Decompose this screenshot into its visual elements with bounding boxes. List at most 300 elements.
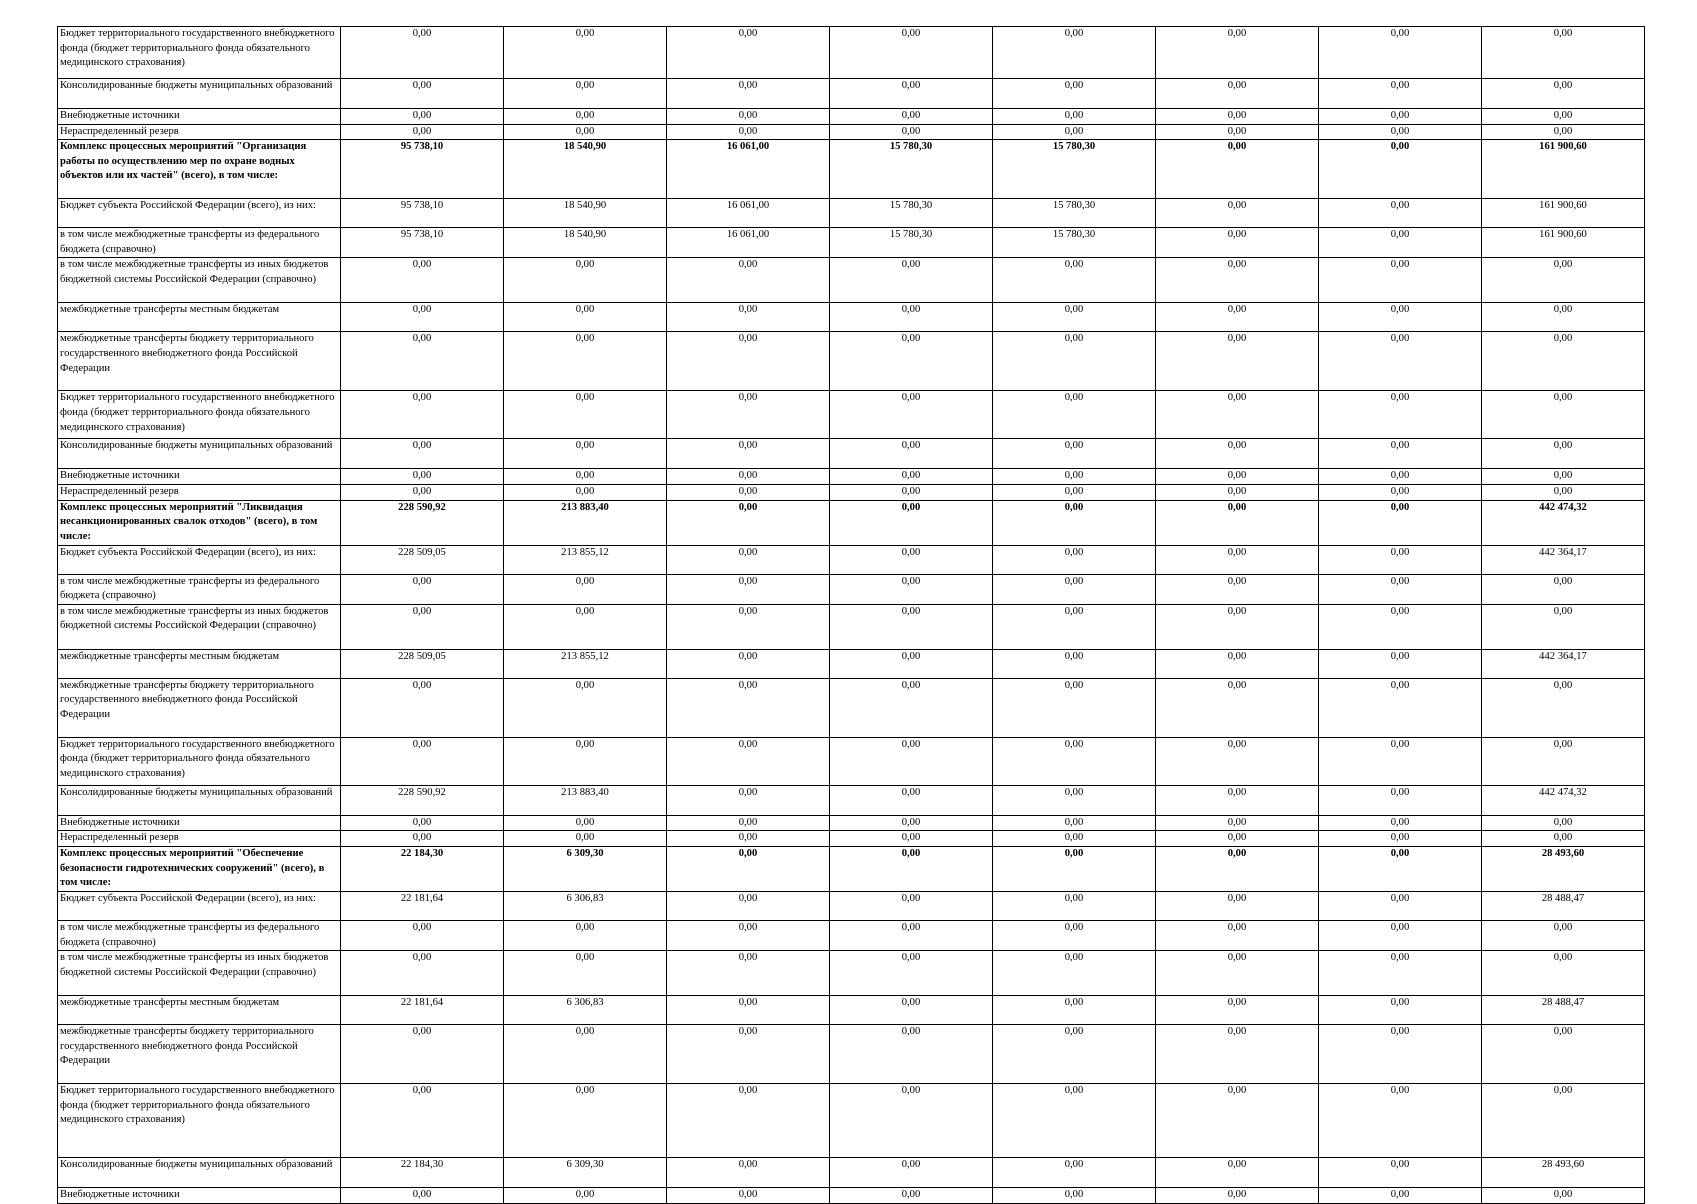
value-cell: 0,00	[993, 469, 1156, 485]
value-cell: 0,00	[830, 815, 993, 831]
value-cell: 0,00	[341, 391, 504, 439]
value-cell: 442 364,17	[1482, 545, 1645, 574]
value-cell: 0,00	[504, 439, 667, 469]
value-cell: 0,00	[341, 831, 504, 847]
value-cell: 0,00	[993, 27, 1156, 79]
value-cell: 15 780,30	[993, 140, 1156, 199]
table-row	[58, 1188, 1645, 1204]
value-cell: 0,00	[993, 785, 1156, 815]
value-cell: 0,00	[667, 258, 830, 303]
value-cell: 0,00	[830, 303, 993, 332]
value-cell: 0,00	[1482, 303, 1645, 332]
value-cell: 0,00	[830, 678, 993, 737]
value-cell: 0,00	[993, 891, 1156, 920]
value-cell: 0,00	[667, 1025, 830, 1084]
value-cell: 0,00	[1319, 109, 1482, 125]
value-cell: 0,00	[667, 649, 830, 678]
value-cell: 0,00	[667, 484, 830, 500]
value-cell: 0,00	[1156, 27, 1319, 79]
value-cell: 0,00	[993, 574, 1156, 604]
row-label: Бюджет субъекта Российской Федерации (всего), из них:	[58, 891, 341, 920]
value-cell: 0,00	[1319, 258, 1482, 303]
value-cell: 213 883,40	[504, 785, 667, 815]
value-cell: 0,00	[1156, 737, 1319, 785]
row-label: Консолидированные бюджеты муниципальных образований	[58, 79, 341, 109]
value-cell: 0,00	[341, 258, 504, 303]
value-cell: 161 900,60	[1482, 228, 1645, 258]
value-cell: 0,00	[667, 737, 830, 785]
value-cell: 0,00	[667, 79, 830, 109]
value-cell: 0,00	[830, 785, 993, 815]
value-cell: 0,00	[830, 831, 993, 847]
value-cell: 0,00	[504, 604, 667, 649]
budget-table-body	[58, 27, 1645, 1204]
value-cell: 0,00	[830, 27, 993, 79]
value-cell: 0,00	[993, 391, 1156, 439]
table-row	[58, 815, 1645, 831]
value-cell: 0,00	[1319, 484, 1482, 500]
value-cell: 0,00	[830, 846, 993, 891]
row-label: Внебюджетные источники	[58, 815, 341, 831]
value-cell: 0,00	[1156, 951, 1319, 996]
table-row	[58, 891, 1645, 920]
value-cell: 0,00	[667, 785, 830, 815]
value-cell: 0,00	[1319, 1084, 1482, 1158]
value-cell: 22 184,30	[341, 1158, 504, 1188]
value-cell: 0,00	[1482, 79, 1645, 109]
value-cell: 0,00	[341, 815, 504, 831]
row-label: в том числе межбюджетные трансферты из федерального бюджета (справочно)	[58, 574, 341, 604]
value-cell: 0,00	[1156, 604, 1319, 649]
value-cell: 0,00	[1156, 332, 1319, 391]
row-label: в том числе межбюджетные трансферты из иных бюджетов бюджетной системы Российской Федерации (справочно)	[58, 951, 341, 996]
table-row	[58, 1025, 1645, 1084]
value-cell: 0,00	[1156, 484, 1319, 500]
value-cell: 0,00	[1319, 545, 1482, 574]
value-cell: 28 488,47	[1482, 996, 1645, 1025]
value-cell: 0,00	[830, 649, 993, 678]
value-cell: 0,00	[1319, 604, 1482, 649]
table-row	[58, 1158, 1645, 1188]
value-cell: 0,00	[1156, 79, 1319, 109]
value-cell: 95 738,10	[341, 140, 504, 199]
value-cell: 0,00	[993, 1025, 1156, 1084]
row-label: Консолидированные бюджеты муниципальных образований	[58, 785, 341, 815]
value-cell: 0,00	[667, 109, 830, 125]
value-cell: 0,00	[667, 1188, 830, 1204]
value-cell: 0,00	[1319, 785, 1482, 815]
value-cell: 0,00	[830, 258, 993, 303]
value-cell: 0,00	[1319, 831, 1482, 847]
value-cell: 0,00	[830, 332, 993, 391]
table-row	[58, 951, 1645, 996]
value-cell: 0,00	[341, 1025, 504, 1084]
table-row	[58, 604, 1645, 649]
value-cell: 0,00	[667, 996, 830, 1025]
row-label: в том числе межбюджетные трансферты из федерального бюджета (справочно)	[58, 920, 341, 950]
value-cell: 0,00	[993, 737, 1156, 785]
value-cell: 0,00	[993, 1158, 1156, 1188]
row-label: в том числе межбюджетные трансферты из иных бюджетов бюджетной системы Российской Федерации (справочно)	[58, 258, 341, 303]
value-cell: 0,00	[830, 996, 993, 1025]
value-cell: 0,00	[667, 891, 830, 920]
value-cell: 0,00	[993, 303, 1156, 332]
row-label: в том числе межбюджетные трансферты из федерального бюджета (справочно)	[58, 228, 341, 258]
value-cell: 0,00	[667, 439, 830, 469]
value-cell: 213 855,12	[504, 545, 667, 574]
value-cell: 0,00	[667, 124, 830, 140]
table-row	[58, 737, 1645, 785]
value-cell: 0,00	[1482, 1025, 1645, 1084]
table-row	[58, 920, 1645, 950]
value-cell: 0,00	[830, 1025, 993, 1084]
value-cell: 0,00	[993, 258, 1156, 303]
table-row	[58, 649, 1645, 678]
value-cell: 0,00	[993, 649, 1156, 678]
row-label: Внебюджетные источники	[58, 1188, 341, 1204]
value-cell: 0,00	[830, 1084, 993, 1158]
value-cell: 0,00	[993, 815, 1156, 831]
value-cell: 0,00	[1319, 27, 1482, 79]
value-cell: 0,00	[1156, 1188, 1319, 1204]
value-cell: 0,00	[1319, 140, 1482, 199]
value-cell: 0,00	[830, 545, 993, 574]
value-cell: 0,00	[830, 439, 993, 469]
value-cell: 0,00	[1156, 678, 1319, 737]
value-cell: 0,00	[1482, 439, 1645, 469]
value-cell: 0,00	[1319, 1025, 1482, 1084]
table-row	[58, 678, 1645, 737]
value-cell: 0,00	[830, 1158, 993, 1188]
value-cell: 0,00	[1319, 891, 1482, 920]
value-cell: 0,00	[1482, 124, 1645, 140]
table-section-row	[58, 500, 1645, 545]
value-cell: 0,00	[1482, 332, 1645, 391]
value-cell: 0,00	[1482, 678, 1645, 737]
value-cell: 0,00	[667, 27, 830, 79]
row-label: межбюджетные трансферты бюджету территориального государственного внебюджетного фонда Российской Федерации	[58, 678, 341, 737]
value-cell: 0,00	[1156, 891, 1319, 920]
value-cell: 0,00	[341, 303, 504, 332]
value-cell: 0,00	[1319, 815, 1482, 831]
row-label: Бюджет территориального государственного внебюджетного фонда (бюджет территориального фонда обязательного медицинского страхования)	[58, 1084, 341, 1158]
value-cell: 0,00	[993, 79, 1156, 109]
value-cell: 228 509,05	[341, 545, 504, 574]
value-cell: 0,00	[341, 109, 504, 125]
value-cell: 0,00	[830, 109, 993, 125]
value-cell: 0,00	[667, 604, 830, 649]
value-cell: 0,00	[1156, 109, 1319, 125]
value-cell: 213 855,12	[504, 649, 667, 678]
value-cell: 16 061,00	[667, 140, 830, 199]
value-cell: 15 780,30	[993, 228, 1156, 258]
value-cell: 6 309,30	[504, 1158, 667, 1188]
row-label: Нераспределенный резерв	[58, 831, 341, 847]
value-cell: 0,00	[504, 1025, 667, 1084]
value-cell: 0,00	[1156, 649, 1319, 678]
value-cell: 0,00	[1319, 500, 1482, 545]
value-cell: 0,00	[1482, 831, 1645, 847]
value-cell: 0,00	[1319, 79, 1482, 109]
value-cell: 0,00	[1156, 391, 1319, 439]
value-cell: 0,00	[667, 303, 830, 332]
table-row	[58, 79, 1645, 109]
value-cell: 0,00	[341, 79, 504, 109]
value-cell: 0,00	[504, 469, 667, 485]
value-cell: 0,00	[504, 79, 667, 109]
table-row	[58, 1084, 1645, 1158]
value-cell: 95 738,10	[341, 228, 504, 258]
value-cell: 0,00	[830, 79, 993, 109]
value-cell: 0,00	[830, 920, 993, 950]
value-cell: 95 738,10	[341, 199, 504, 228]
row-label: Бюджет территориального государственного внебюджетного фонда (бюджет территориального фонда обязательного медицинского страхования)	[58, 391, 341, 439]
table-row	[58, 109, 1645, 125]
value-cell: 0,00	[1482, 1188, 1645, 1204]
table-row	[58, 391, 1645, 439]
value-cell: 0,00	[1156, 831, 1319, 847]
value-cell: 161 900,60	[1482, 140, 1645, 199]
value-cell: 6 309,30	[504, 846, 667, 891]
value-cell: 0,00	[667, 469, 830, 485]
value-cell: 228 590,92	[341, 785, 504, 815]
value-cell: 0,00	[341, 678, 504, 737]
row-label: Комплекс процессных мероприятий "Организация работы по осуществлению мер по охране водных объектов или их частей" (всего), в том числе:	[58, 140, 341, 199]
value-cell: 22 184,30	[341, 846, 504, 891]
value-cell: 0,00	[1482, 604, 1645, 649]
value-cell: 0,00	[504, 920, 667, 950]
value-cell: 0,00	[504, 815, 667, 831]
value-cell: 0,00	[504, 109, 667, 125]
value-cell: 0,00	[667, 846, 830, 891]
value-cell: 0,00	[341, 469, 504, 485]
row-label: Бюджет территориального государственного внебюджетного фонда (бюджет территориального фонда обязательного медицинского страхования)	[58, 27, 341, 79]
value-cell: 0,00	[1156, 1158, 1319, 1188]
value-cell: 0,00	[1156, 785, 1319, 815]
value-cell: 18 540,90	[504, 228, 667, 258]
value-cell: 0,00	[341, 439, 504, 469]
row-label: межбюджетные трансферты бюджету территориального государственного внебюджетного фонда Российской Федерации	[58, 1025, 341, 1084]
table-row	[58, 258, 1645, 303]
value-cell: 0,00	[504, 391, 667, 439]
value-cell: 0,00	[1319, 920, 1482, 950]
row-label: Комплекс процессных мероприятий "Обеспечение безопасности гидротехнических сооружений" (всего), в том числе:	[58, 846, 341, 891]
value-cell: 0,00	[993, 951, 1156, 996]
table-row	[58, 574, 1645, 604]
value-cell: 0,00	[667, 574, 830, 604]
value-cell: 0,00	[504, 1188, 667, 1204]
value-cell: 0,00	[1156, 920, 1319, 950]
value-cell: 0,00	[1319, 1188, 1482, 1204]
value-cell: 213 883,40	[504, 500, 667, 545]
value-cell: 0,00	[667, 815, 830, 831]
value-cell: 0,00	[830, 500, 993, 545]
row-label: Внебюджетные источники	[58, 109, 341, 125]
value-cell: 0,00	[1319, 1158, 1482, 1188]
value-cell: 0,00	[504, 484, 667, 500]
value-cell: 0,00	[341, 951, 504, 996]
value-cell: 18 540,90	[504, 140, 667, 199]
value-cell: 0,00	[667, 545, 830, 574]
value-cell: 0,00	[1482, 737, 1645, 785]
value-cell: 0,00	[1156, 140, 1319, 199]
value-cell: 0,00	[504, 678, 667, 737]
value-cell: 0,00	[341, 737, 504, 785]
value-cell: 0,00	[1482, 391, 1645, 439]
value-cell: 0,00	[1482, 1084, 1645, 1158]
value-cell: 0,00	[1482, 951, 1645, 996]
value-cell: 0,00	[993, 831, 1156, 847]
row-label: Бюджет территориального государственного внебюджетного фонда (бюджет территориального фонда обязательного медицинского страхования)	[58, 737, 341, 785]
value-cell: 0,00	[830, 391, 993, 439]
value-cell: 0,00	[504, 737, 667, 785]
value-cell: 0,00	[830, 1188, 993, 1204]
table-section-row	[58, 140, 1645, 199]
table-row	[58, 996, 1645, 1025]
value-cell: 28 488,47	[1482, 891, 1645, 920]
value-cell: 0,00	[1319, 678, 1482, 737]
value-cell: 0,00	[1482, 109, 1645, 125]
value-cell: 0,00	[993, 545, 1156, 574]
value-cell: 0,00	[1319, 737, 1482, 785]
row-label: Бюджет субъекта Российской Федерации (всего), из них:	[58, 199, 341, 228]
value-cell: 0,00	[1319, 951, 1482, 996]
value-cell: 0,00	[830, 124, 993, 140]
value-cell: 0,00	[667, 1158, 830, 1188]
value-cell: 0,00	[504, 303, 667, 332]
value-cell: 228 590,92	[341, 500, 504, 545]
table-row	[58, 303, 1645, 332]
value-cell: 228 509,05	[341, 649, 504, 678]
value-cell: 0,00	[993, 996, 1156, 1025]
value-cell: 442 364,17	[1482, 649, 1645, 678]
value-cell: 0,00	[504, 332, 667, 391]
value-cell: 0,00	[341, 124, 504, 140]
row-label: межбюджетные трансферты местным бюджетам	[58, 303, 341, 332]
table-row	[58, 199, 1645, 228]
value-cell: 0,00	[1319, 199, 1482, 228]
row-label: межбюджетные трансферты местным бюджетам	[58, 649, 341, 678]
value-cell: 0,00	[993, 678, 1156, 737]
value-cell: 0,00	[1156, 1025, 1319, 1084]
table-row	[58, 785, 1645, 815]
value-cell: 0,00	[504, 27, 667, 79]
value-cell: 0,00	[830, 951, 993, 996]
value-cell: 6 306,83	[504, 891, 667, 920]
value-cell: 0,00	[830, 891, 993, 920]
table-row	[58, 545, 1645, 574]
value-cell: 0,00	[1482, 484, 1645, 500]
value-cell: 0,00	[504, 1084, 667, 1158]
table-row	[58, 124, 1645, 140]
value-cell: 0,00	[1319, 649, 1482, 678]
row-label: Нераспределенный резерв	[58, 124, 341, 140]
value-cell: 18 540,90	[504, 199, 667, 228]
value-cell: 0,00	[341, 484, 504, 500]
value-cell: 6 306,83	[504, 996, 667, 1025]
value-cell: 0,00	[1156, 303, 1319, 332]
value-cell: 0,00	[993, 484, 1156, 500]
value-cell: 0,00	[341, 604, 504, 649]
value-cell: 0,00	[993, 439, 1156, 469]
value-cell: 0,00	[993, 500, 1156, 545]
table-section-row	[58, 846, 1645, 891]
value-cell: 0,00	[1319, 469, 1482, 485]
value-cell: 16 061,00	[667, 199, 830, 228]
value-cell: 0,00	[1156, 469, 1319, 485]
value-cell: 0,00	[504, 124, 667, 140]
value-cell: 0,00	[667, 391, 830, 439]
value-cell: 0,00	[993, 109, 1156, 125]
value-cell: 0,00	[1319, 574, 1482, 604]
value-cell: 0,00	[993, 1084, 1156, 1158]
value-cell: 0,00	[830, 469, 993, 485]
value-cell: 16 061,00	[667, 228, 830, 258]
row-label: межбюджетные трансферты местным бюджетам	[58, 996, 341, 1025]
table-row	[58, 228, 1645, 258]
value-cell: 0,00	[1482, 258, 1645, 303]
value-cell: 0,00	[341, 920, 504, 950]
value-cell: 0,00	[830, 604, 993, 649]
value-cell: 442 474,32	[1482, 785, 1645, 815]
value-cell: 0,00	[993, 846, 1156, 891]
value-cell: 0,00	[504, 951, 667, 996]
table-row	[58, 484, 1645, 500]
row-label: Консолидированные бюджеты муниципальных образований	[58, 439, 341, 469]
value-cell: 15 780,30	[993, 199, 1156, 228]
value-cell: 0,00	[667, 678, 830, 737]
value-cell: 0,00	[1319, 228, 1482, 258]
value-cell: 22 181,64	[341, 891, 504, 920]
value-cell: 0,00	[1156, 199, 1319, 228]
value-cell: 0,00	[1156, 124, 1319, 140]
value-cell: 0,00	[1319, 439, 1482, 469]
value-cell: 0,00	[341, 332, 504, 391]
value-cell: 0,00	[1156, 846, 1319, 891]
table-row	[58, 469, 1645, 485]
value-cell: 0,00	[1319, 846, 1482, 891]
value-cell: 0,00	[1156, 574, 1319, 604]
value-cell: 0,00	[1156, 996, 1319, 1025]
value-cell: 0,00	[1319, 332, 1482, 391]
value-cell: 0,00	[1156, 1084, 1319, 1158]
value-cell: 0,00	[504, 831, 667, 847]
value-cell: 15 780,30	[830, 140, 993, 199]
value-cell: 0,00	[993, 124, 1156, 140]
value-cell: 0,00	[1319, 124, 1482, 140]
row-label: Комплекс процессных мероприятий "Ликвидация несанкционированных свалок отходов" (всего), в том числе:	[58, 500, 341, 545]
table-row	[58, 27, 1645, 79]
value-cell: 0,00	[830, 484, 993, 500]
row-label: Внебюджетные источники	[58, 469, 341, 485]
value-cell: 0,00	[1482, 574, 1645, 604]
value-cell: 0,00	[667, 1084, 830, 1158]
row-label: Бюджет субъекта Российской Федерации (всего), из них:	[58, 545, 341, 574]
value-cell: 28 493,60	[1482, 846, 1645, 891]
value-cell: 0,00	[341, 1188, 504, 1204]
value-cell: 0,00	[667, 920, 830, 950]
value-cell: 0,00	[1156, 228, 1319, 258]
value-cell: 0,00	[1319, 996, 1482, 1025]
table-row	[58, 831, 1645, 847]
value-cell: 28 493,60	[1482, 1158, 1645, 1188]
table-row	[58, 332, 1645, 391]
value-cell: 0,00	[1156, 545, 1319, 574]
value-cell: 0,00	[1156, 815, 1319, 831]
value-cell: 0,00	[1482, 815, 1645, 831]
value-cell: 442 474,32	[1482, 500, 1645, 545]
value-cell: 0,00	[341, 1084, 504, 1158]
